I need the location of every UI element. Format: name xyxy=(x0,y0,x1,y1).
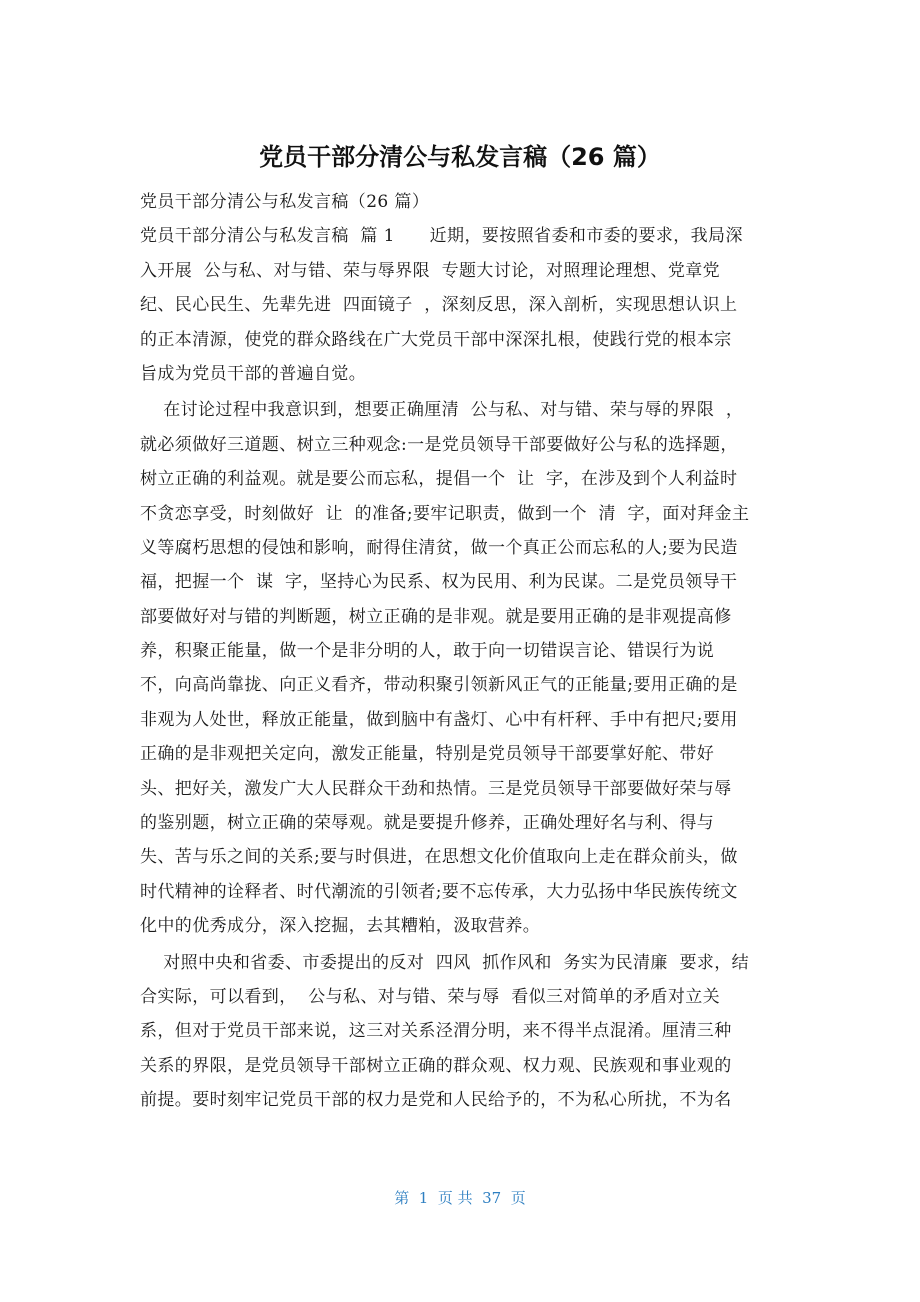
text-line: 前提。要时刻牢记党员干部的权力是党和人民给予的，不为私心所扰，不为名 xyxy=(140,1090,732,1111)
text-line: 就必须做好三道题、树立三种观念:一是党员领导干部要做好公与私的选择题， xyxy=(140,434,738,455)
text-line: 旨成为党员干部的普遍自觉。 xyxy=(140,363,367,384)
document-body xyxy=(140,185,780,1118)
text-line: 失、苦与乐之间的关系;要与时俱进，在思想文化价值取向上走在群众前头，做 xyxy=(140,847,738,868)
text-line: 纪、民心民生、先辈先进 四面镜子 ，深刻反思，深入剖析，实现思想认识上 xyxy=(140,295,738,316)
text-line: 化中的优秀成分，深入挖掘，去其糟粕，汲取营养。 xyxy=(140,916,541,937)
text-line: 对照中央和省委、市委提出的反对 四风 抓作风和 务实为民清廉 要求，结 xyxy=(140,952,750,973)
text-line: 党员干部分清公与私发言稿（26 篇） xyxy=(140,192,430,212)
document-title: 党员干部分清公与私发言稿（26 篇） xyxy=(259,143,661,171)
text-line: 正确的是非观把关定向，激发正能量，特别是党员领导干部要掌好舵、带好 xyxy=(140,744,715,765)
text-line: 义等腐朽思想的侵蚀和影响，耐得住清贫，做一个真正公而忘私的人;要为民造 xyxy=(140,537,738,558)
text-line: 在讨论过程中我意识到，想要正确厘清 公与私、对与错、荣与辱的界限 ， xyxy=(140,400,744,421)
text-line: 的正本清源，使党的群众路线在广大党员干部中深深扎根，使践行党的根本宗 xyxy=(140,329,732,350)
text-line: 不贪恋享受，时刻做好 让 的准备;要牢记职责，做到一个 清 字，面对拜金主 xyxy=(140,503,750,524)
text-line: 养，积聚正能量，做一个是非分明的人，敢于向一切错误言论、错误行为说 xyxy=(140,641,715,662)
text-line: 部要做好对与错的判断题，树立正确的是非观。就是要用正确的是非观提高修 xyxy=(140,606,732,627)
text-line: 福，把握一个 谋 字，坚持心为民系、权为民用、利为民谋。二是党员领导干 xyxy=(140,572,738,593)
text-line: 系，但对于党员干部来说，这三对关系泾渭分明，来不得半点混淆。厘清三种 xyxy=(140,1021,732,1042)
page-number-footer: 第 1 页 共 37 页 xyxy=(394,1189,526,1207)
text-line: 不，向高尚靠拢、向正义看齐，带动积聚引领新风正气的正能量;要用正确的是 xyxy=(140,675,738,696)
text-line: 时代精神的诠释者、时代潮流的引领者;要不忘传承，大力弘扬中华民族传统文 xyxy=(140,881,738,902)
text-line: 的鉴别题，树立正确的荣辱观。就是要提升修养，正确处理好名与利、得与 xyxy=(140,813,715,834)
text-line: 非观为人处世，释放正能量，做到脑中有盏灯、心中有杆秤、手中有把尺;要用 xyxy=(140,709,738,730)
text-line: 树立正确的利益观。就是要公而忘私，提倡一个 让 字，在涉及到个人利益时 xyxy=(140,469,738,490)
text-line: 党员干部分清公与私发言稿 篇 1 近期，要按照省委和市委的要求，我局深 xyxy=(140,226,743,247)
text-line: 头、把好关，激发广大人民群众干劲和热情。三是党员领导干部要做好荣与辱 xyxy=(140,778,732,799)
text-line: 合实际，可以看到， 公与私、对与错、荣与辱 看似三对简单的矛盾对立关 xyxy=(140,986,721,1007)
text-line: 入开展 公与私、对与错、荣与辱界限 专题大讨论，对照理论理想、党章党 xyxy=(140,260,721,281)
text-line: 关系的界限，是党员领导干部树立正确的群众观、权力观、民族观和事业观的 xyxy=(140,1055,732,1076)
